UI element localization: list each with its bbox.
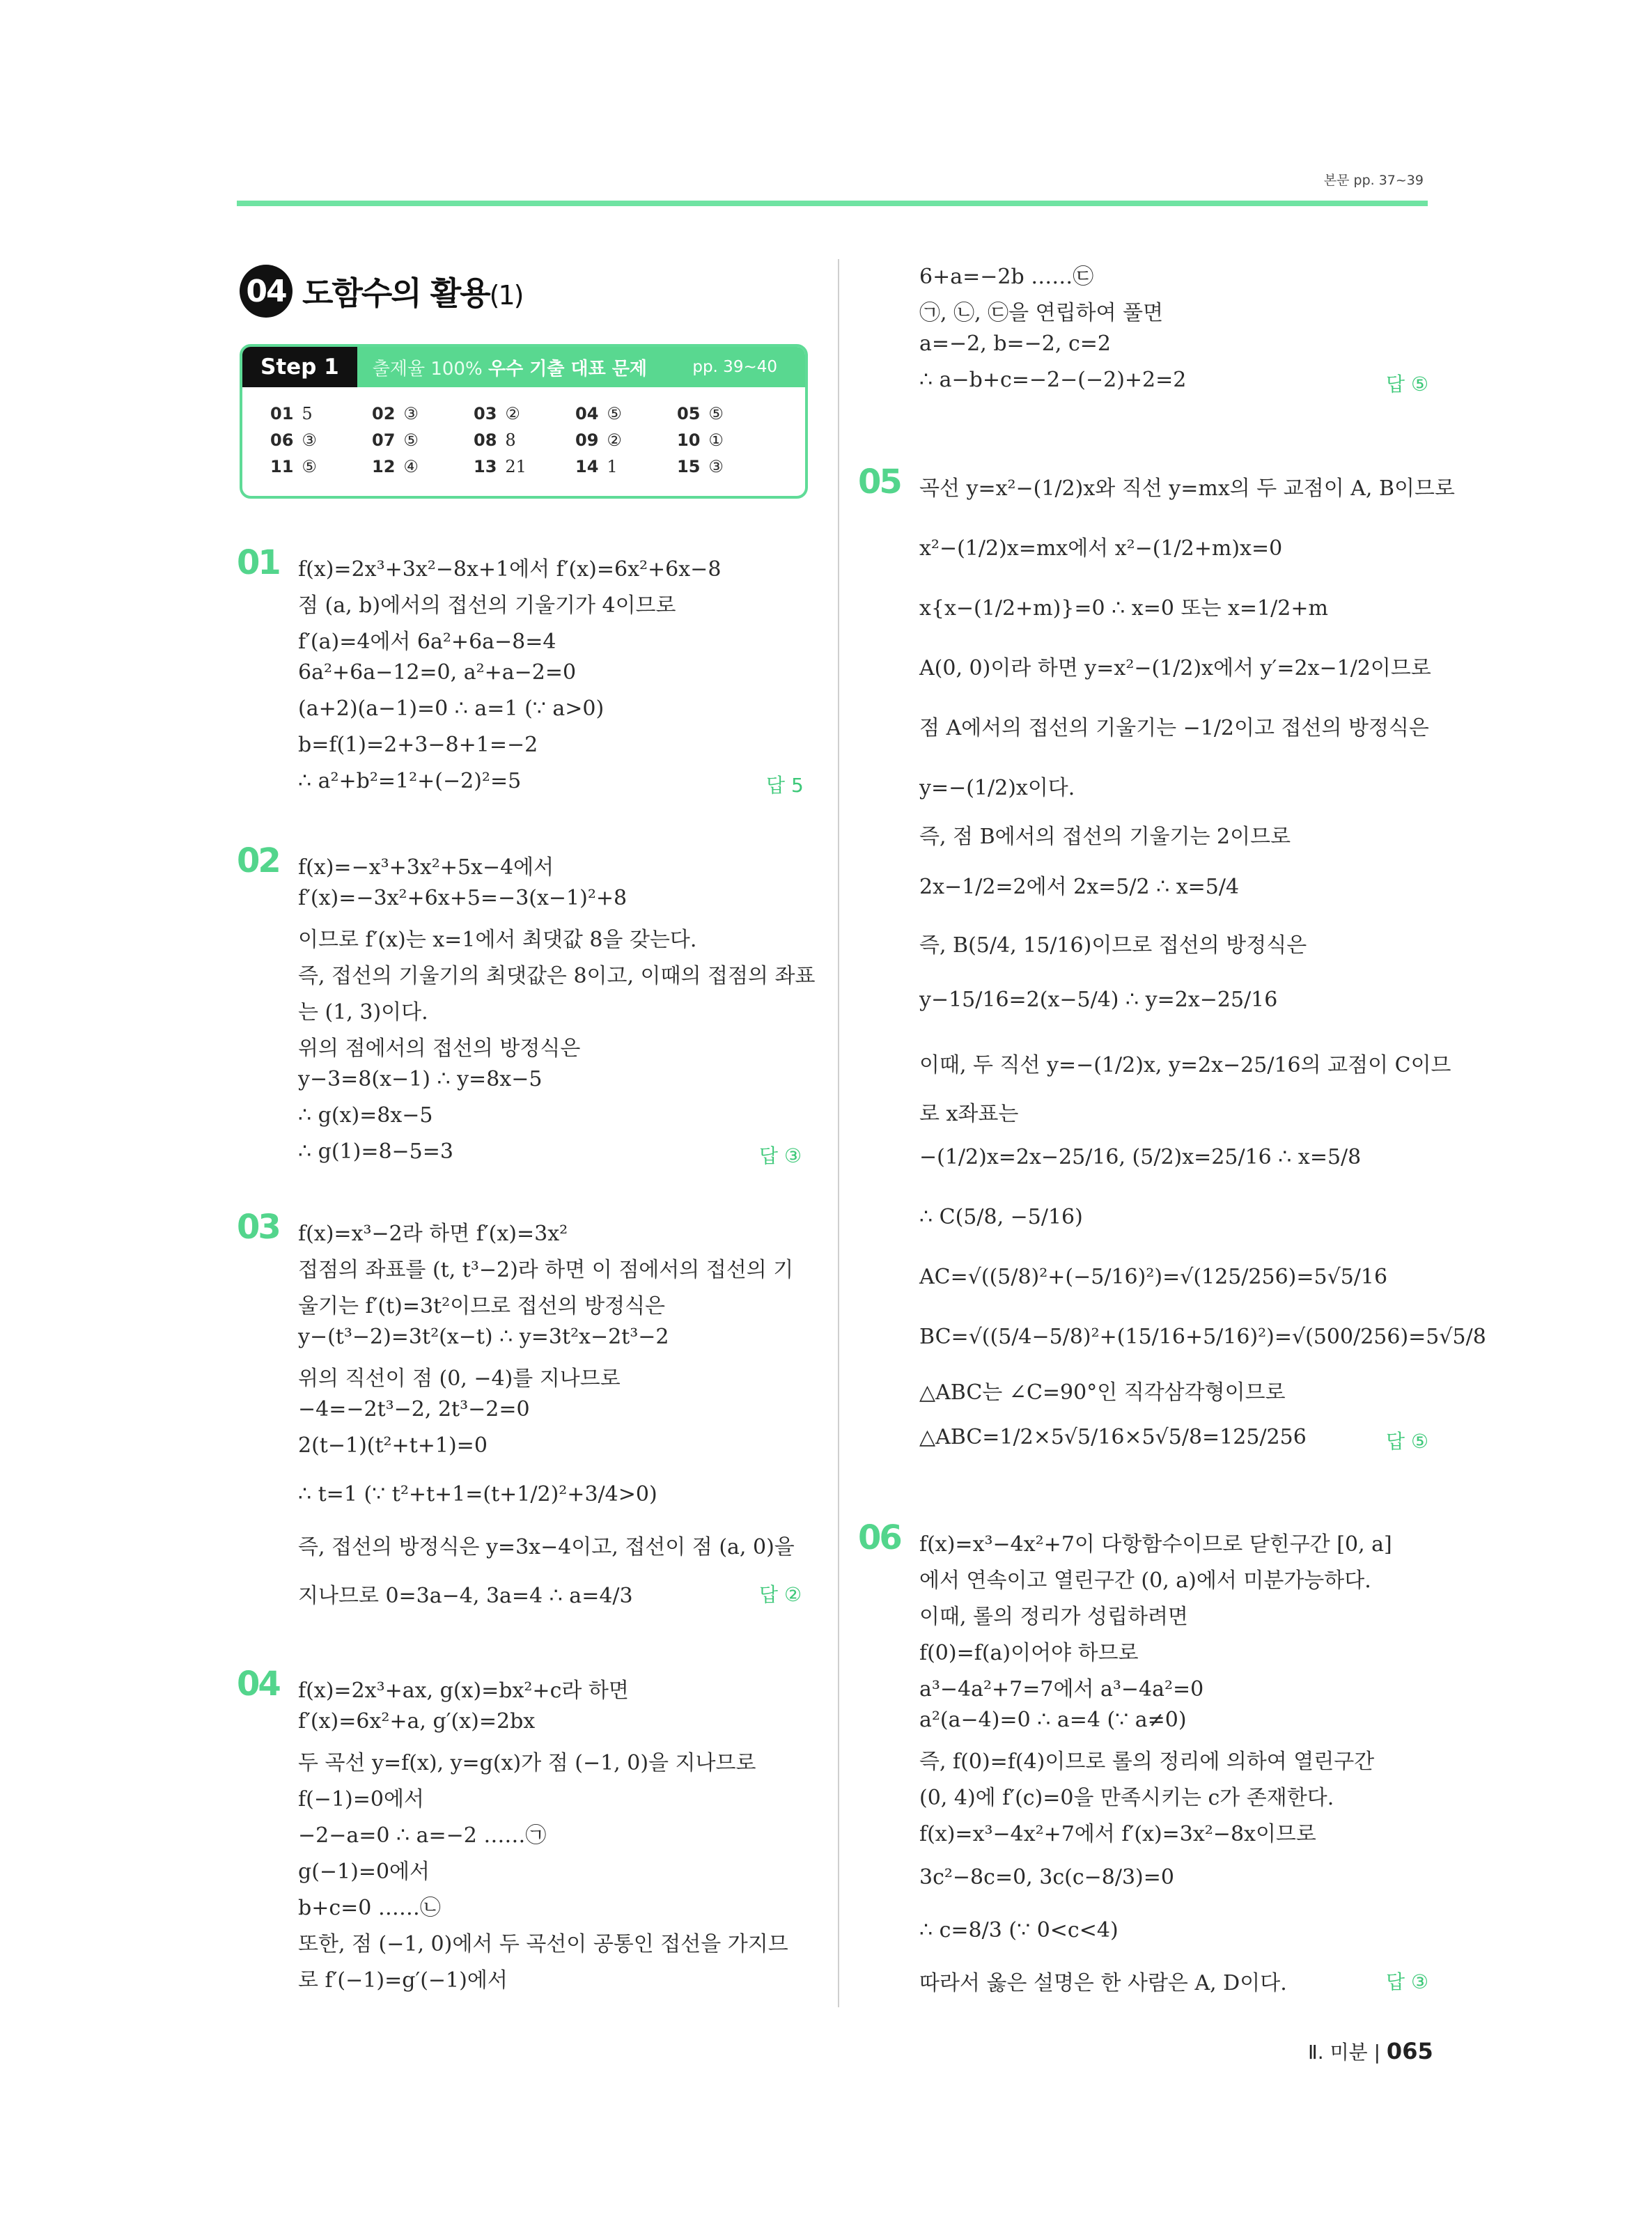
solution-line: 접점의 좌표를 (t, t³−2)라 하면 이 점에서의 접선의 기 [298, 1258, 794, 1282]
quick-answer-value: 21 [505, 457, 527, 476]
solution-line: f′(x)=−3x²+6x+5=−3(x−1)²+8 [298, 886, 628, 910]
solution-line: 이므로 f′(x)는 x=1에서 최댓값 8을 갖는다. [298, 928, 697, 952]
answer-label: 답 ⑤ [1386, 1430, 1429, 1453]
footer-chapter: Ⅱ. 미분 [1308, 2041, 1368, 2064]
solution-line: 3c²−8c=0, 3c(c−8/3)=0 [919, 1865, 1174, 1890]
solution-line: y−(t³−2)=3t²(x−t) ∴ y=3t²x−2t³−2 [298, 1325, 669, 1349]
quick-answer-number: 14 [575, 457, 599, 476]
quick-answer-value: ② [505, 404, 520, 423]
solution-line: ∴ t=1 (∵ t²+t+1=(t+1/2)²+3/4>0) [298, 1482, 657, 1506]
solution-line: 따라서 옳은 설명은 한 사람은 A, D이다. [919, 1971, 1287, 1995]
quick-answer-value: ⑤ [403, 430, 419, 450]
quick-answer-item [474, 430, 575, 450]
solution-line: 6a²+6a−12=0, a²+a−2=0 [298, 660, 577, 685]
quick-answer-number: 09 [575, 430, 599, 450]
solution-line: 즉, 접선의 기울기의 최댓값은 8이고, 이때의 접점의 좌표 [298, 964, 816, 988]
quick-answer-value: ① [708, 430, 724, 450]
solution-line: f′(a)=4에서 6a²+6a−8=4 [298, 630, 556, 654]
quick-answer-item [677, 404, 779, 423]
quick-answer-item [372, 457, 474, 476]
quick-answer-number: 08 [474, 430, 497, 450]
quick-answer-number: 01 [270, 404, 294, 423]
solution-line: 두 곡선 y=f(x), y=g(x)가 점 (−1, 0)을 지나므로 [298, 1751, 756, 1775]
section-title-suffix: (1) [489, 280, 523, 311]
solution-line: 2(t−1)(t²+t+1)=0 [298, 1433, 488, 1458]
solution-line: 점 A에서의 접선의 기울기는 −1/2이고 접선의 방정식은 [919, 716, 1429, 740]
solution-line: ∴ a²+b²=1²+(−2)²=5 [298, 769, 522, 793]
quick-answer-number: 11 [270, 457, 294, 476]
solution-line: ∴ g(x)=8x−5 [298, 1103, 433, 1128]
solution-line: A(0, 0)이라 하면 y=x²−(1/2)x에서 y′=2x−1/2이므로 [919, 656, 1431, 680]
solution-line: a=−2, b=−2, c=2 [919, 332, 1111, 356]
solution-line: ㉠, ㉡, ㉢을 연립하여 풀면 [919, 301, 1164, 325]
quick-answer-item [575, 457, 677, 476]
solution-line: y−3=8(x−1) ∴ y=8x−5 [298, 1067, 543, 1091]
solution-line: BC=√((5/4−5/8)²+(15/16+5/16)²)=√(500/256)=5√5/8 [919, 1325, 1486, 1349]
answer-label: 답 ⑤ [1386, 373, 1429, 396]
quick-answer-number: 06 [270, 430, 294, 450]
solution-line: 위의 점에서의 접선의 방정식은 [298, 1036, 581, 1061]
quick-answer-value: ③ [302, 430, 317, 450]
quick-answer-item [474, 404, 575, 423]
solution-line: 즉, 점 B에서의 접선의 기울기는 2이므로 [919, 825, 1291, 849]
solution-line: 곡선 y=x²−(1/2)x와 직선 y=mx의 두 교점이 A, B이므로 [919, 476, 1455, 501]
solution-line: 이때, 롤의 정리가 성립하려면 [919, 1605, 1188, 1629]
solution-line: (a+2)(a−1)=0 ∴ a=1 (∵ a>0) [298, 696, 605, 721]
solution-line: f(x)=x³−2라 하면 f′(x)=3x² [298, 1222, 568, 1246]
solution-line: 로 f′(−1)=g′(−1)에서 [298, 1968, 508, 1993]
solution-line: y−15/16=2(x−5/4) ∴ y=2x−25/16 [919, 988, 1278, 1012]
solution-line: f(x)=−x³+3x²+5x−4에서 [298, 855, 554, 880]
problem-number-04: 04 [237, 1665, 279, 1704]
quick-answer-value: ⑤ [302, 457, 317, 476]
problem-number-01: 01 [237, 543, 279, 582]
quick-answer-number: 10 [677, 430, 701, 450]
step1-subtitle-rate: 출제율 100% [372, 358, 483, 380]
step1-answer-box [240, 344, 808, 499]
solution-line: −4=−2t³−2, 2t³−2=0 [298, 1397, 530, 1422]
quick-answer-value: ② [607, 430, 622, 450]
solution-line: b=f(1)=2+3−8+1=−2 [298, 733, 538, 757]
quick-answer-number: 13 [474, 457, 497, 476]
solution-line: (0, 4)에 f′(c)=0을 만족시키는 c가 존재한다. [919, 1786, 1334, 1810]
solution-line: ∴ g(1)=8−5=3 [298, 1139, 453, 1164]
section-title [302, 268, 522, 314]
page-reference: 본문 pp. 37~39 [1323, 173, 1424, 188]
section-title-text: 도함수의 활용 [302, 274, 490, 312]
solution-line: ∴ C(5/8, −5/16) [919, 1205, 1083, 1229]
solution-line: b+c=0 ……㉡ [298, 1896, 441, 1920]
step1-bar [242, 347, 805, 387]
solution-line: −2−a=0 ∴ a=−2 ……㉠ [298, 1823, 547, 1848]
quick-answer-number: 07 [372, 430, 396, 450]
quick-answer-number: 12 [372, 457, 396, 476]
solution-line: 는 (1, 3)이다. [298, 1000, 428, 1025]
answer-label: 답 ③ [1386, 1970, 1429, 1993]
quick-answer-value: ④ [403, 457, 419, 476]
quick-answer-value: ⑤ [607, 404, 622, 423]
quick-answer-value: 8 [505, 430, 516, 450]
solution-line: 즉, B(5/4, 15/16)이므로 접선의 방정식은 [919, 933, 1307, 958]
quick-answer-item [270, 404, 372, 423]
quick-answer-value: 1 [607, 457, 618, 476]
problem-number-06: 06 [858, 1518, 901, 1557]
step1-subtitle [373, 355, 647, 380]
quick-answer-value: 5 [302, 404, 313, 423]
solution-line: f(x)=x³−4x²+7이 다항함수이므로 닫힌구간 [0, a] [919, 1532, 1392, 1557]
solution-line: 즉, f(0)=f(4)이므로 롤의 정리에 의하여 열린구간 [919, 1750, 1375, 1774]
solution-line: g(−1)=0에서 [298, 1860, 430, 1884]
solution-line: y=−(1/2)x이다. [919, 776, 1075, 800]
answer-label: 답 5 [766, 774, 804, 797]
solution-line: 에서 연속이고 열린구간 (0, a)에서 미분가능하다. [919, 1568, 1371, 1593]
solution-line: 즉, 접선의 방정식은 y=3x−4이고, 접선이 점 (a, 0)을 [298, 1535, 795, 1559]
quick-answer-item [372, 404, 474, 423]
solution-line: 로 x좌표는 [919, 1102, 1019, 1126]
solution-line: 지나므로 0=3a−4, 3a=4 ∴ a=4/3 [298, 1584, 633, 1608]
quick-answer-grid [270, 404, 779, 476]
solution-line: △ABC는 ∠C=90°인 직각삼각형이므로 [919, 1380, 1286, 1405]
problem-number-03: 03 [237, 1208, 279, 1247]
solution-line: AC=√((5/8)²+(−5/16)²)=√(125/256)=5√5/16 [919, 1265, 1388, 1289]
quick-answer-item [677, 457, 779, 476]
column-divider [838, 259, 839, 2007]
solution-line: 울기는 f′(t)=3t²이므로 접선의 방정식은 [298, 1294, 666, 1318]
quick-answer-number: 15 [677, 457, 701, 476]
step1-label: Step 1 [242, 347, 357, 387]
quick-answer-item [575, 404, 677, 423]
step1-pages: pp. 39~40 [692, 358, 777, 376]
quick-answer-item [677, 430, 779, 450]
footer-page-number: 065 [1386, 2038, 1433, 2064]
step1-subtitle-main: 우수 기출 대표 문제 [488, 358, 648, 380]
answer-label: 답 ③ [759, 1144, 802, 1167]
solution-line: a²(a−4)=0 ∴ a=4 (∵ a≠0) [919, 1708, 1187, 1732]
solution-line: f(x)=2x³+3x²−8x+1에서 f′(x)=6x²+6x−8 [298, 557, 722, 582]
quick-answer-number: 05 [677, 404, 701, 423]
solution-line: f(0)=f(a)이어야 하므로 [919, 1641, 1139, 1665]
quick-answer-number: 04 [575, 404, 599, 423]
solution-line: 6+a=−2b ……㉢ [919, 265, 1094, 289]
solution-line: −(1/2)x=2x−25/16, (5/2)x=25/16 ∴ x=5/8 [919, 1145, 1362, 1169]
solution-line: 이때, 두 직선 y=−(1/2)x, y=2x−25/16의 교점이 C이므 [919, 1053, 1451, 1077]
header-rule [237, 201, 1428, 206]
quick-answer-value: ③ [708, 457, 724, 476]
quick-answer-value: ③ [403, 404, 419, 423]
quick-answer-item [372, 430, 474, 450]
answer-label: 답 ② [759, 1583, 802, 1606]
solution-line: 또한, 점 (−1, 0)에서 두 곡선이 공통인 접선을 가지므 [298, 1932, 788, 1956]
solution-line: f(x)=x³−4x²+7에서 f′(x)=3x²−8x이므로 [919, 1822, 1316, 1846]
quick-answer-item [270, 430, 372, 450]
problem-number-02: 02 [237, 841, 279, 880]
solution-line: a³−4a²+7=7에서 a³−4a²=0 [919, 1677, 1204, 1701]
section-heading [240, 265, 522, 318]
solution-line: ∴ a−b+c=−2−(−2)+2=2 [919, 368, 1187, 392]
quick-answer-item [575, 430, 677, 450]
solution-line: x{x−(1/2+m)}=0 ∴ x=0 또는 x=1/2+m [919, 596, 1328, 621]
solution-line: f(x)=2x³+ax, g(x)=bx²+c라 하면 [298, 1679, 629, 1703]
quick-answer-number: 02 [372, 404, 396, 423]
solution-line: 점 (a, b)에서의 접선의 기울기가 4이므로 [298, 593, 676, 618]
problem-number-05: 05 [858, 462, 901, 501]
quick-answer-number: 03 [474, 404, 497, 423]
solution-line: f(−1)=0에서 [298, 1787, 424, 1812]
quick-answer-item [474, 457, 575, 476]
solution-line: x²−(1/2)x=mx에서 x²−(1/2+m)x=0 [919, 536, 1283, 561]
quick-answer-item [270, 457, 372, 476]
section-number-badge: 04 [240, 265, 293, 318]
page-footer: Ⅱ. 미분 | 065 [1308, 2038, 1433, 2064]
solution-line: 2x−1/2=2에서 2x=5/2 ∴ x=5/4 [919, 875, 1240, 899]
solution-line: ∴ c=8/3 (∵ 0<c<4) [919, 1918, 1119, 1942]
solution-line: 위의 직선이 점 (0, −4)를 지나므로 [298, 1366, 621, 1391]
quick-answer-value: ⑤ [708, 404, 724, 423]
solution-line: △ABC=1/2×5√5/16×5√5/8=125/256 [919, 1425, 1307, 1449]
solution-line: f′(x)=6x²+a, g′(x)=2bx [298, 1709, 536, 1734]
